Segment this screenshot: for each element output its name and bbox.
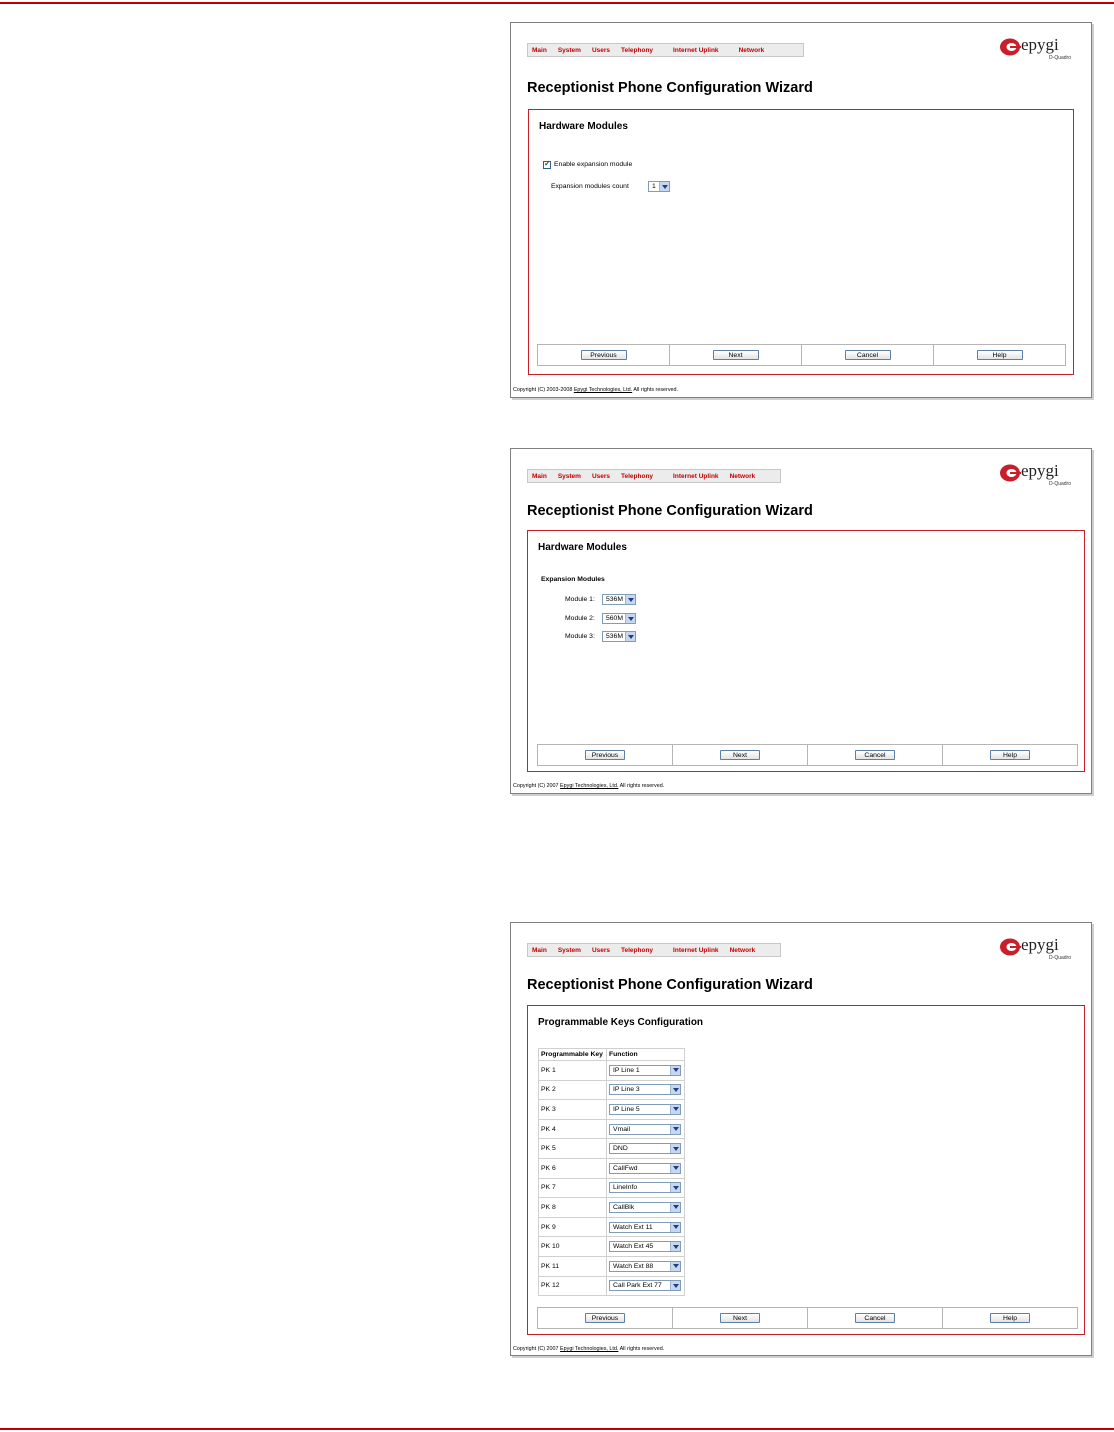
button-cell-previous	[538, 345, 670, 365]
pk-function-cell	[607, 1198, 685, 1218]
pk-function-select[interactable]	[609, 1084, 681, 1095]
button-cell-cancel	[808, 745, 943, 765]
pk-function-cell	[607, 1080, 685, 1100]
logo-model: D-Quadro	[1049, 55, 1071, 61]
page-top-rule	[0, 2, 1114, 4]
logo-model: D-Quadro	[1049, 481, 1071, 487]
pk-key-cell: PK 11	[539, 1256, 607, 1276]
nav-users[interactable]: Users	[591, 946, 611, 954]
chevron-down-icon	[670, 1262, 680, 1271]
table-row	[539, 1158, 685, 1178]
table-row	[539, 1198, 685, 1218]
copyright-suffix: All rights reserved.	[618, 783, 665, 789]
copyright-suffix: All rights reserved.	[618, 1346, 665, 1352]
company-link[interactable]: Epygi Technologies, Ltd.	[560, 1346, 619, 1352]
modules-count-select[interactable]	[648, 181, 670, 192]
copyright-text: Copyright (C) 2007	[513, 783, 561, 789]
pk-key-cell: PK 2	[539, 1080, 607, 1100]
section-title: Hardware Modules	[539, 121, 628, 132]
screenshot-programmable-keys	[510, 922, 1092, 1356]
module-2-label: Module 2:	[565, 615, 595, 622]
nav-internet-uplink[interactable]: Internet Uplink	[673, 46, 719, 54]
wizard-button-bar	[537, 344, 1066, 366]
button-cell-help	[943, 1308, 1077, 1328]
nav-internet-uplink[interactable]: Internet Uplink	[673, 946, 719, 954]
pk-key-cell: PK 10	[539, 1237, 607, 1257]
next-button[interactable]: Next	[713, 350, 759, 360]
button-cell-previous	[538, 745, 673, 765]
chevron-down-icon	[670, 1164, 680, 1173]
page-bottom-rule	[0, 1428, 1114, 1430]
screenshot-hardware-modules-enable	[510, 22, 1092, 398]
pk-key-cell: PK 1	[539, 1061, 607, 1081]
copyright-footer	[513, 1346, 664, 1352]
nav-telephony[interactable]: Telephony	[621, 472, 654, 480]
table-row	[539, 1061, 685, 1081]
chevron-down-icon	[659, 182, 669, 191]
button-cell-next	[670, 345, 802, 365]
chevron-down-icon	[670, 1223, 680, 1232]
pk-function-value: CallBlk	[613, 1203, 635, 1211]
cancel-button[interactable]: Cancel	[855, 1313, 895, 1323]
module-1-label: Module 1:	[565, 596, 595, 603]
nav-internet-uplink[interactable]: Internet Uplink	[673, 472, 719, 480]
module-1-select[interactable]	[602, 594, 636, 605]
copyright-footer	[513, 783, 664, 789]
pk-function-value: Call Park Ext 77	[613, 1282, 662, 1290]
chevron-down-icon	[625, 632, 635, 641]
pk-function-select[interactable]	[609, 1182, 681, 1193]
column-header-key: Programmable Key	[539, 1049, 607, 1061]
pk-function-select[interactable]	[609, 1261, 681, 1272]
logo-wordmark: epygi	[1021, 935, 1059, 954]
table-row	[539, 1119, 685, 1139]
module-3-value: 536M	[606, 633, 624, 640]
chevron-down-icon	[670, 1183, 680, 1192]
button-cell-cancel	[802, 345, 934, 365]
chevron-down-icon	[670, 1066, 680, 1075]
nav-telephony[interactable]: Telephony	[621, 946, 654, 954]
pk-function-cell	[607, 1158, 685, 1178]
checkmark-icon: ✓	[544, 159, 551, 168]
chevron-down-icon	[625, 595, 635, 604]
pk-function-cell	[607, 1178, 685, 1198]
pk-function-value: IP Line 5	[613, 1105, 640, 1113]
pk-key-cell: PK 7	[539, 1178, 607, 1198]
table-header-row	[539, 1049, 685, 1061]
chevron-down-icon	[625, 614, 635, 623]
pk-function-cell	[607, 1139, 685, 1159]
pk-function-cell	[607, 1237, 685, 1257]
chevron-down-icon	[670, 1125, 680, 1134]
epygi-logo	[999, 461, 1071, 491]
previous-button[interactable]: Previous	[585, 1313, 625, 1323]
table-row	[539, 1080, 685, 1100]
previous-button[interactable]: Previous	[585, 750, 625, 760]
wizard-panel	[527, 530, 1085, 772]
pk-key-cell: PK 3	[539, 1100, 607, 1120]
help-button[interactable]: Help	[977, 350, 1023, 360]
table-row	[539, 1237, 685, 1257]
expansion-modules-heading: Expansion Modules	[541, 576, 605, 583]
section-title: Programmable Keys Configuration	[538, 1017, 704, 1028]
button-cell-help	[943, 745, 1077, 765]
logo-wordmark: epygi	[1021, 461, 1059, 480]
button-cell-help	[934, 345, 1065, 365]
pk-function-select[interactable]	[609, 1124, 681, 1135]
wizard-panel	[527, 1005, 1085, 1335]
logo-wordmark: epygi	[1021, 35, 1059, 54]
wizard-button-bar	[537, 1307, 1078, 1329]
company-link[interactable]: Epygi Technologies, Ltd.	[573, 387, 633, 393]
cancel-button[interactable]: Cancel	[845, 350, 891, 360]
table-row	[539, 1100, 685, 1120]
pk-function-value: DND	[613, 1145, 628, 1153]
pk-key-cell: PK 4	[539, 1119, 607, 1139]
epygi-logo-icon	[999, 37, 1021, 57]
module-2-select[interactable]	[602, 613, 636, 624]
pk-function-cell	[607, 1100, 685, 1120]
pk-function-value: Watch Ext 45	[613, 1243, 654, 1251]
page-title: Receptionist Phone Configuration Wizard	[527, 503, 813, 519]
chevron-down-icon	[670, 1144, 680, 1153]
pk-key-cell: PK 8	[539, 1198, 607, 1218]
pk-function-select[interactable]	[609, 1202, 681, 1213]
logo-model: D-Quadro	[1049, 955, 1071, 961]
chevron-down-icon	[670, 1281, 680, 1290]
pk-function-value: LineInfo	[613, 1184, 638, 1192]
nav-system[interactable]: System	[557, 946, 581, 954]
company-link[interactable]: Epygi Technologies, Ltd.	[560, 783, 619, 789]
pk-function-cell	[607, 1256, 685, 1276]
table-row	[539, 1139, 685, 1159]
nav-network[interactable]: Network	[729, 472, 756, 480]
nav-network[interactable]: Network	[729, 946, 756, 954]
help-button[interactable]: Help	[990, 1313, 1030, 1323]
previous-button[interactable]: Previous	[581, 350, 627, 360]
pk-function-select[interactable]	[609, 1163, 681, 1174]
epygi-logo	[999, 35, 1071, 65]
next-button[interactable]: Next	[720, 1313, 760, 1323]
column-header-function: Function	[607, 1049, 685, 1061]
nav-system[interactable]: System	[557, 472, 581, 480]
epygi-logo	[999, 935, 1071, 965]
wizard-button-bar	[537, 744, 1078, 766]
pk-function-cell	[607, 1276, 685, 1296]
top-navigation	[527, 943, 781, 957]
pk-function-value: Watch Ext 88	[613, 1262, 654, 1270]
pk-function-value: Watch Ext 11	[613, 1223, 653, 1231]
nav-users[interactable]: Users	[591, 472, 611, 480]
table-row	[539, 1256, 685, 1276]
next-button[interactable]: Next	[720, 750, 760, 760]
module-3-label: Module 3:	[565, 633, 595, 640]
wizard-panel	[528, 109, 1074, 375]
pk-function-value: Vmail	[613, 1125, 630, 1133]
enable-expansion-label: Enable expansion module	[554, 161, 633, 168]
module-3-select[interactable]	[602, 631, 636, 642]
pk-function-select[interactable]	[609, 1280, 681, 1291]
pk-function-select[interactable]	[609, 1104, 681, 1115]
module-1-value: 536M	[606, 596, 624, 603]
table-row	[539, 1217, 685, 1237]
nav-system[interactable]: System	[557, 46, 581, 54]
modules-count-value: 1	[652, 183, 656, 190]
programmable-keys-table	[538, 1048, 685, 1296]
chevron-down-icon	[670, 1242, 680, 1251]
cancel-button[interactable]: Cancel	[855, 750, 895, 760]
pk-function-cell	[607, 1061, 685, 1081]
nav-main[interactable]: Main	[532, 472, 547, 480]
button-cell-cancel	[808, 1308, 943, 1328]
pk-key-cell: PK 5	[539, 1139, 607, 1159]
top-navigation	[527, 43, 804, 57]
chevron-down-icon	[670, 1105, 680, 1114]
pk-function-select[interactable]	[609, 1065, 681, 1076]
pk-function-value: IP Line 1	[613, 1066, 640, 1074]
button-cell-next	[673, 1308, 808, 1328]
pk-function-select[interactable]	[609, 1241, 681, 1252]
button-cell-previous	[538, 1308, 673, 1328]
chevron-down-icon	[670, 1085, 680, 1094]
page-title: Receptionist Phone Configuration Wizard	[527, 977, 813, 993]
copyright-footer	[513, 387, 678, 393]
button-cell-next	[673, 745, 808, 765]
nav-main[interactable]: Main	[532, 46, 547, 54]
nav-network[interactable]: Network	[738, 46, 765, 54]
section-title: Hardware Modules	[538, 542, 627, 553]
pk-function-select[interactable]	[609, 1222, 681, 1233]
nav-main[interactable]: Main	[532, 946, 547, 954]
table-row	[539, 1178, 685, 1198]
table-row	[539, 1276, 685, 1296]
page-title: Receptionist Phone Configuration Wizard	[527, 80, 813, 96]
module-2-value: 560M	[606, 615, 624, 622]
nav-users[interactable]: Users	[591, 46, 611, 54]
pk-function-value: CallFwd	[613, 1164, 638, 1172]
epygi-logo-icon	[999, 937, 1021, 957]
pk-function-value: IP Line 3	[613, 1086, 640, 1094]
programmable-keys-body	[539, 1061, 685, 1296]
pk-key-cell: PK 9	[539, 1217, 607, 1237]
pk-key-cell: PK 12	[539, 1276, 607, 1296]
modules-count-label: Expansion modules count	[551, 183, 629, 190]
pk-function-cell	[607, 1217, 685, 1237]
screenshot-hardware-modules-select	[510, 448, 1092, 794]
copyright-text: Copyright (C) 2003-2008	[513, 387, 574, 393]
epygi-logo-icon	[999, 463, 1021, 483]
nav-telephony[interactable]: Telephony	[621, 46, 654, 54]
copyright-suffix: All rights reserved.	[632, 387, 679, 393]
chevron-down-icon	[670, 1203, 680, 1212]
help-button[interactable]: Help	[990, 750, 1030, 760]
pk-function-cell	[607, 1119, 685, 1139]
top-navigation	[527, 469, 781, 483]
enable-expansion-checkbox[interactable]	[543, 161, 551, 169]
pk-key-cell: PK 6	[539, 1158, 607, 1178]
copyright-text: Copyright (C) 2007	[513, 1346, 561, 1352]
pk-function-select[interactable]	[609, 1143, 681, 1154]
